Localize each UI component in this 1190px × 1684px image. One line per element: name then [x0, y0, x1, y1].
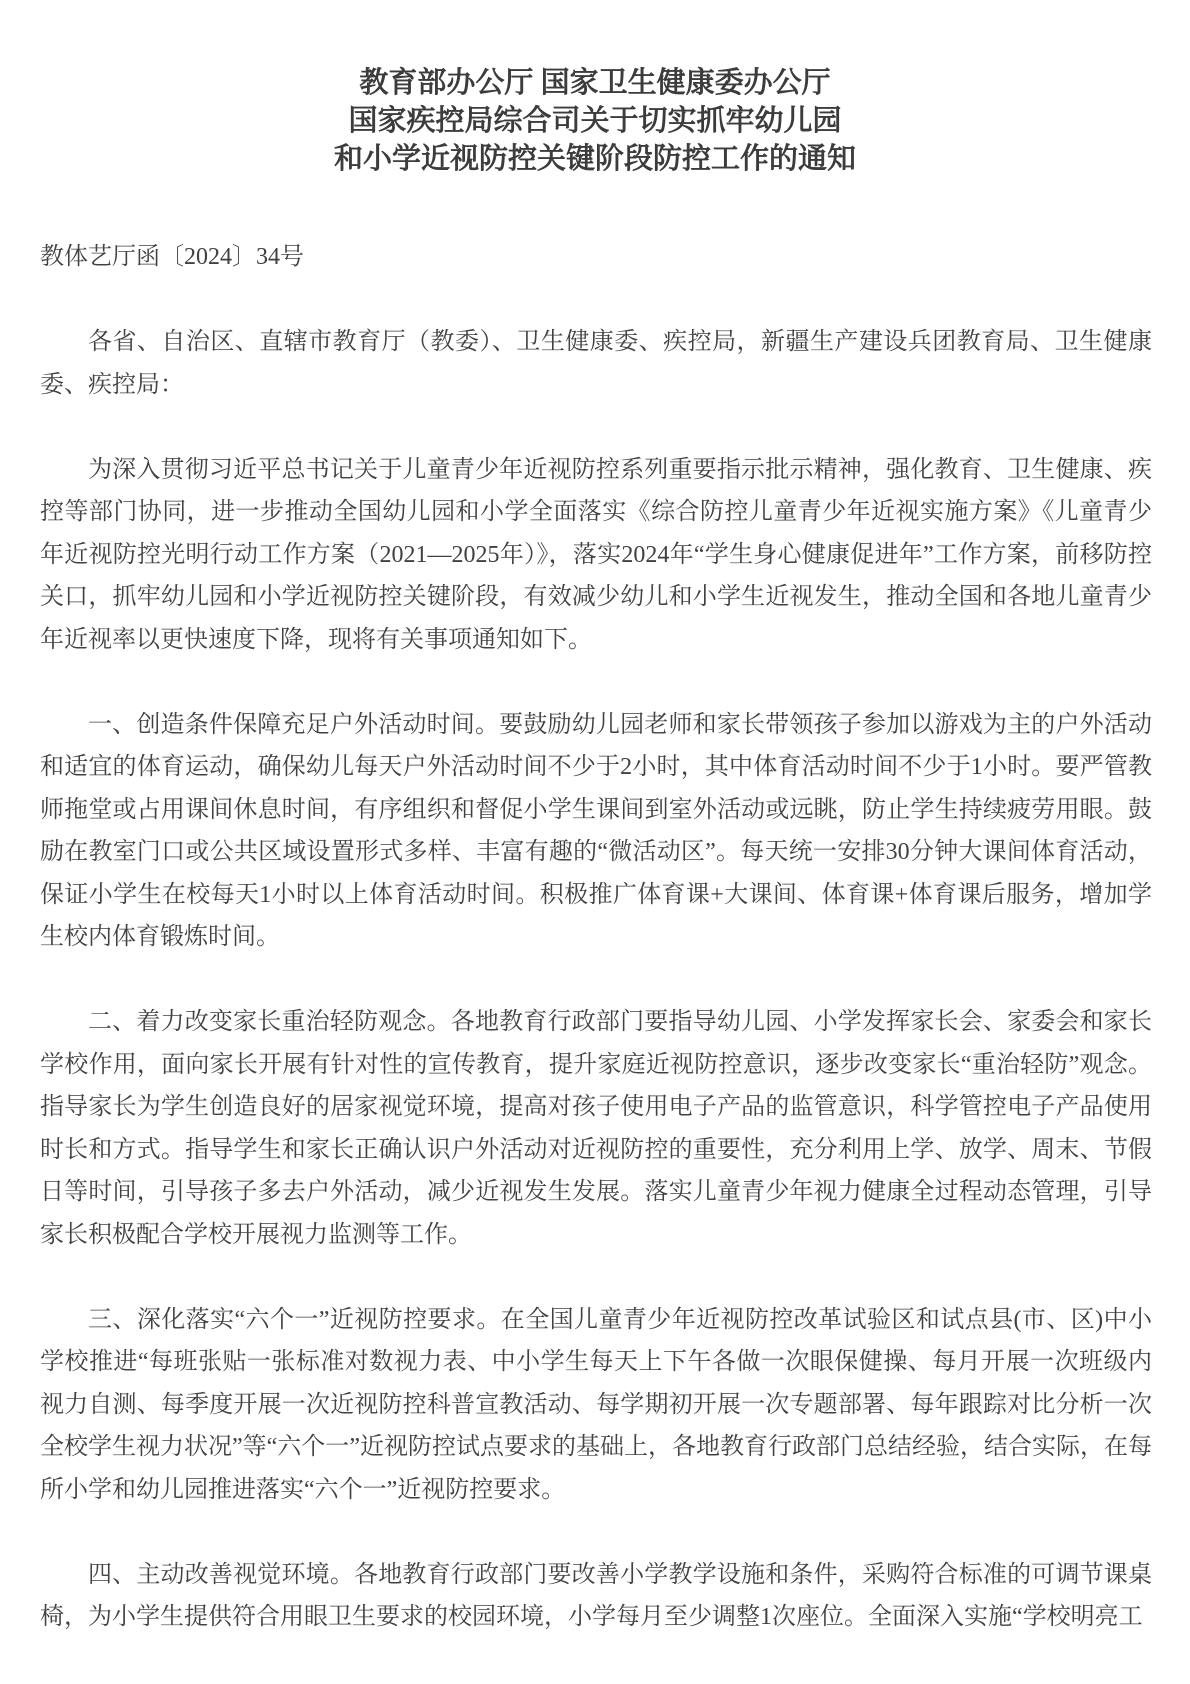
salutation: 各省、自治区、直辖市教育厅（教委）、卫生健康委、疾控局，新疆生产建设兵团教育局、卫生健康委、疾控局：	[40, 329, 1152, 398]
title-line-1: 教育部办公厅 国家卫生健康委办公厅	[359, 67, 831, 99]
document-title	[0, 64, 1190, 178]
paragraph-item-1: 一、创造条件保障充足户外活动时间。要鼓励幼儿园老师和家长带领孩子参加以游戏为主的户外活动和适宜的体育运动，确保幼儿每天户外活动时间不少于2小时，其中体育活动时间不少于1小时。要严管教师拖堂或占用课间休息时间，有序组织和督促小学生课间到室外活动或远眺，防止学生持续疲劳用眼。鼓励在教室门口或公共区域设置形式多样、丰富有趣的“微活动区”。每天统一安排30分钟大课间体育活动，保证小学生在校每天1小时以上体育活动时间。积极推广体育课+大课间、体育课+体育课后服务，增加学生校内体育锻炼时间。	[40, 711, 1152, 950]
title-line-3: 和小学近视防控关键阶段防控工作的通知	[333, 143, 856, 175]
paragraph-intro: 为深入贯彻习近平总书记关于儿童青少年近视防控系列重要指示批示精神，强化教育、卫生健康、疾控等部门协同，进一步推动全国幼儿园和小学全面落实《综合防控儿童青少年近视实施方案》《儿童青少年近视防控光明行动工作方案（2021—2025年）》，落实2024年“学生身心健康促进年”工作方案，前移防控关口，抓牢幼儿园和小学近视防控关键阶段，有效减少幼儿和小学生近视发生，推动全国和各地儿童青少年近视率以更快速度下降，现将有关事项通知如下。	[40, 456, 1152, 653]
title-line-2: 国家疾控局综合司关于切实抓牢幼儿园	[348, 105, 842, 137]
document-number: 教体艺厅函〔2024〕34号	[40, 244, 304, 270]
paragraph-item-3: 三、深化落实“六个一”近视防控要求。在全国儿童青少年近视防控改革试验区和试点县(市、区)中小学校推进“每班张贴一张标准对数视力表、中小学生每天上下午各做一次眼保健操、每月开展一次班级内视力自测、每季度开展一次近视防控科普宣教活动、每学期初开展一次专题部署、每年跟踪对比分析一次全校学生视力状况”等“六个一”近视防控试点要求的基础上，各地教育行政部门总结经验，结合实际，在每所小学和幼儿园推进落实“六个一”近视防控要求。	[40, 1306, 1152, 1503]
paragraph-item-2: 二、着力改变家长重治轻防观念。各地教育行政部门要指导幼儿园、小学发挥家长会、家委会和家长学校作用，面向家长开展有针对性的宣传教育，提升家庭近视防控意识，逐步改变家长“重治轻防”观念。指导家长为学生创造良好的居家视觉环境，提高对孩子使用电子产品的监管意识，科学管控电子产品使用时长和方式。指导学生和家长正确认识户外活动对近视防控的重要性，充分利用上学、放学、周末、节假日等时间，引导孩子多去户外活动，减少近视发生发展。落实儿童青少年视力健康全过程动态管理，引导家长积极配合学校开展视力监测等工作。	[40, 1009, 1152, 1248]
paragraph-item-4: 四、主动改善视觉环境。各地教育行政部门要改善小学教学设施和条件，采购符合标准的可调节课桌椅，为小学生提供符合用眼卫生要求的校园环境，小学每月至少调整1次座位。全面深入实施“学校明亮工	[40, 1561, 1152, 1630]
